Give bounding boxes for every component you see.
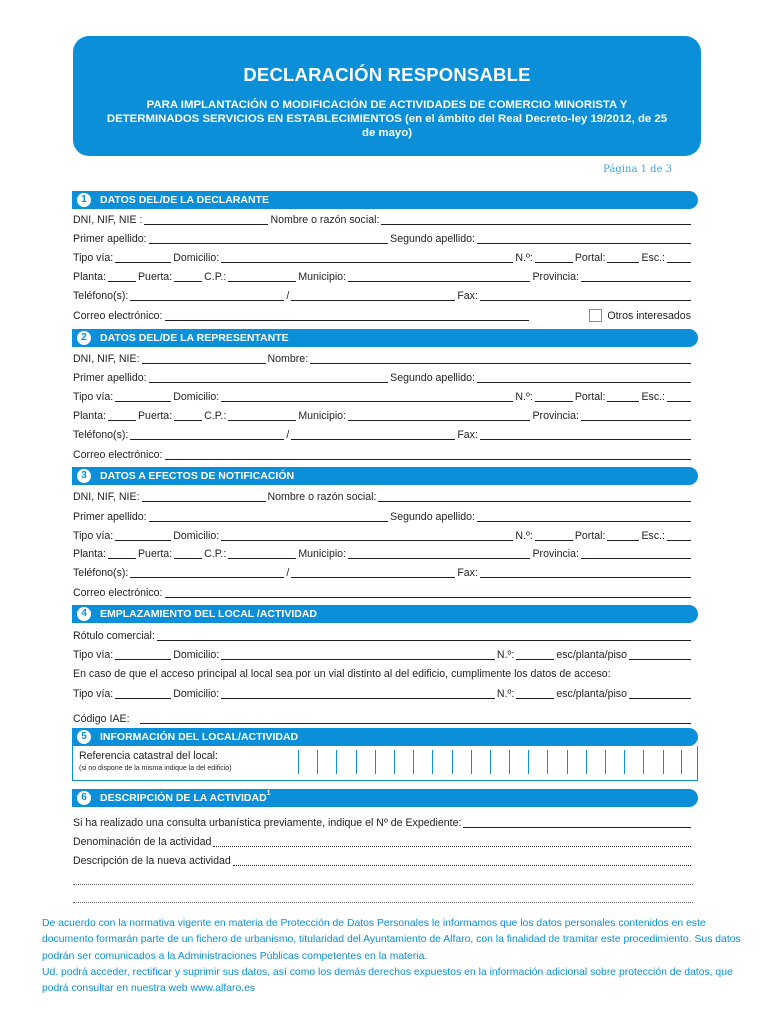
street-type-field[interactable] [115, 649, 171, 660]
descripcion-line-2[interactable] [73, 884, 693, 885]
number-field[interactable] [516, 688, 554, 699]
phone-label: Teléfono(s): [73, 290, 129, 302]
rotulo-row [73, 628, 693, 642]
document-header [73, 36, 701, 156]
street-type-label: Tipo vía: [73, 688, 114, 700]
address-field[interactable] [221, 688, 495, 699]
door-field[interactable] [174, 410, 202, 421]
section-5-header [72, 728, 698, 746]
portal-label: Portal: [574, 530, 606, 542]
dni-field[interactable] [144, 214, 268, 225]
data-protection-notice [42, 916, 752, 997]
phone-label: Teléfono(s): [73, 567, 129, 579]
section-number: 3 [77, 469, 91, 483]
otros-interesados-label: Otros interesados [607, 310, 691, 322]
dni-field[interactable] [142, 353, 266, 364]
fax-label: Fax: [457, 429, 478, 441]
province-label: Provincia: [532, 548, 579, 560]
denominacion-field[interactable] [213, 836, 691, 847]
section-number: 5 [77, 730, 91, 744]
dni-label: DNI, NIF, NIE: [73, 491, 140, 503]
declarante-email-row [73, 308, 693, 322]
phone-field[interactable] [130, 567, 284, 578]
stair-field[interactable] [667, 252, 691, 263]
fax-label: Fax: [457, 290, 478, 302]
first-surname-label: Primer apellido: [73, 511, 147, 523]
stair-label: Esc.: [641, 391, 665, 403]
descripcion-label: Descripción de la nueva actividad [73, 855, 231, 867]
door-field[interactable] [174, 548, 202, 559]
number-label: N.º: [496, 649, 515, 661]
street-type-label: Tipo vía: [73, 530, 114, 542]
first-surname-field[interactable] [149, 233, 389, 244]
province-label: Provincia: [532, 410, 579, 422]
iae-label: Código IAE: [73, 713, 130, 725]
declarante-location-row [73, 269, 693, 283]
notificacion-email-row [73, 585, 693, 599]
notificacion-location-row [73, 546, 693, 560]
local-address-row [73, 647, 693, 661]
street-type-label: Tipo vía: [73, 252, 114, 264]
esc-planta-label: esc/planta/piso [556, 688, 627, 700]
section-title: INFORMACIÓN DEL LOCAL/ACTIVIDAD [100, 731, 299, 743]
province-field[interactable] [581, 548, 691, 559]
number-label: N.º: [496, 688, 515, 700]
name-label: Nombre o razón social: [267, 491, 377, 503]
email-label: Correo electrónico: [73, 449, 163, 461]
rotulo-label: Rótulo comercial: [73, 630, 155, 642]
phone-label: Teléfono(s): [73, 429, 129, 441]
iae-row [73, 711, 693, 725]
name-field[interactable] [381, 214, 691, 225]
catastral-cells[interactable] [298, 750, 682, 774]
postcode-label: C.P.: [204, 271, 227, 283]
section-4-header [72, 605, 698, 623]
city-label: Municipio: [298, 548, 347, 560]
floor-field[interactable] [108, 271, 136, 282]
street-type-field[interactable] [115, 530, 171, 541]
city-field[interactable] [348, 548, 530, 559]
address-field[interactable] [221, 649, 495, 660]
door-label: Puerta: [137, 410, 173, 422]
city-field[interactable] [348, 271, 530, 282]
door-field[interactable] [174, 271, 202, 282]
representante-id-row [73, 351, 693, 365]
city-label: Municipio: [298, 271, 347, 283]
second-surname-label: Segundo apellido: [390, 372, 475, 384]
address-label: Domicilio: [173, 391, 220, 403]
declarante-surname-row [73, 231, 693, 245]
catastral-note: (si no dispone de la misma indique la del edificio) [79, 765, 232, 772]
address-label: Domicilio: [173, 252, 220, 264]
section-title: DATOS DEL/DE LA DECLARANTE [100, 194, 269, 206]
stair-label: Esc.: [641, 252, 665, 264]
section-number: 1 [77, 193, 91, 207]
rotulo-field[interactable] [157, 630, 691, 641]
phone-field-2[interactable] [291, 429, 455, 440]
document-subtitle: PARA IMPLANTACIÓN O MODIFICACIÓN DE ACTIVIDADES DE COMERCIO MINORISTA Y DETERMINADOS SERVICIOS EN ESTABLECIMIENTOS (en el ámbito del Real Decreto-ley 19/2012, de 25 de mayo) [106, 99, 668, 139]
street-type-field[interactable] [115, 252, 171, 263]
door-label: Puerta: [137, 271, 173, 283]
section-1-header [72, 191, 698, 209]
phone-field[interactable] [130, 290, 284, 301]
first-surname-field[interactable] [149, 511, 389, 522]
street-type-label: Tipo vía: [73, 649, 114, 661]
first-surname-field[interactable] [149, 372, 389, 383]
second-surname-label: Segundo apellido: [390, 511, 475, 523]
first-surname-label: Primer apellido: [73, 233, 147, 245]
address-field[interactable] [221, 391, 513, 402]
notificacion-id-row [73, 489, 693, 503]
number-label: N.º: [515, 391, 533, 403]
representante-email-row [73, 447, 693, 461]
declarante-id-row [73, 212, 693, 226]
notificacion-phone-row [73, 565, 693, 579]
esc-planta-label: esc/planta/piso [556, 649, 627, 661]
fax-field[interactable] [480, 290, 691, 301]
address-label: Domicilio: [173, 530, 220, 542]
portal-label: Portal: [574, 252, 606, 264]
second-surname-label: Segundo apellido: [390, 233, 475, 245]
consulta-row [73, 815, 693, 829]
number-field[interactable] [535, 252, 573, 263]
name-label: Nombre o razón social: [270, 214, 380, 226]
address-field[interactable] [221, 530, 513, 541]
street-type-field[interactable] [115, 688, 171, 699]
number-field[interactable] [535, 530, 573, 541]
name-field[interactable] [310, 353, 691, 364]
city-label: Municipio: [298, 410, 347, 422]
street-type-field[interactable] [115, 391, 171, 402]
descripcion-line-3[interactable] [73, 902, 693, 903]
phone-field-2[interactable] [291, 567, 455, 578]
portal-field[interactable] [607, 530, 639, 541]
phone-field-2[interactable] [291, 290, 455, 301]
postcode-field[interactable] [228, 271, 296, 282]
floor-label: Planta: [73, 548, 106, 560]
name-field[interactable] [378, 491, 691, 502]
section-number: 2 [77, 331, 91, 345]
number-label: N.º: [515, 252, 533, 264]
document-title: DECLARACIÓN RESPONSABLE [243, 64, 531, 85]
descripcion-row [73, 853, 693, 867]
expediente-field[interactable] [463, 817, 691, 828]
postcode-field[interactable] [228, 410, 296, 421]
email-field[interactable] [165, 449, 692, 460]
section-3-header [72, 467, 698, 485]
portal-field[interactable] [607, 391, 639, 402]
portal-field[interactable] [607, 252, 639, 263]
postcode-label: C.P.: [204, 410, 227, 422]
dni-field[interactable] [142, 491, 266, 502]
otros-interesados-checkbox[interactable] [589, 309, 602, 322]
stair-field[interactable] [667, 391, 691, 402]
second-surname-field[interactable] [477, 372, 691, 383]
second-surname-field[interactable] [477, 233, 691, 244]
notificacion-address-row [73, 528, 693, 542]
number-field[interactable] [516, 649, 554, 660]
footnote-marker: 1 [266, 790, 271, 797]
phone-separator: / [286, 429, 290, 441]
declarante-address-row [73, 250, 693, 264]
dni-label: DNI, NIF, NIE : [73, 214, 143, 226]
email-field[interactable] [165, 310, 529, 321]
section-title: EMPLAZAMIENTO DEL LOCAL /ACTIVIDAD [100, 608, 318, 620]
portal-label: Portal: [574, 391, 606, 403]
number-label: N.º: [515, 530, 533, 542]
door-label: Puerta: [137, 548, 173, 560]
iae-field[interactable] [140, 713, 691, 724]
representante-location-row [73, 408, 693, 422]
province-field[interactable] [581, 271, 691, 282]
section-6-header [72, 789, 698, 807]
section-2-header [72, 329, 698, 347]
email-label: Correo electrónico: [73, 587, 163, 599]
postcode-label: C.P.: [204, 548, 227, 560]
fax-label: Fax: [457, 567, 478, 579]
declarante-phone-row [73, 288, 693, 302]
name-label: Nombre: [267, 353, 309, 365]
city-field[interactable] [348, 410, 530, 421]
stair-label: Esc.: [641, 530, 665, 542]
floor-label: Planta: [73, 271, 106, 283]
representante-address-row [73, 389, 693, 403]
first-surname-label: Primer apellido: [73, 372, 147, 384]
street-type-label: Tipo vía: [73, 391, 114, 403]
phone-separator: / [286, 567, 290, 579]
esc-planta-field[interactable] [629, 688, 691, 699]
notificacion-surname-row [73, 509, 693, 523]
section-title: DESCRIPCIÓN DE LA ACTIVIDAD [100, 792, 267, 804]
floor-field[interactable] [108, 410, 136, 421]
esc-planta-field[interactable] [629, 649, 691, 660]
section-title: DATOS A EFECTOS DE NOTIFICACIÓN [100, 470, 295, 482]
fax-field[interactable] [480, 567, 691, 578]
representante-phone-row [73, 427, 693, 441]
legal-paragraph-2: Ud. podrá acceder, rectificar y suprimir sus datos, así como los demás derechos expuestos en la información adicional sobre protección de datos, que podrá consultar en nuestra web www.alfaro.es [42, 966, 733, 995]
phone-field[interactable] [130, 429, 284, 440]
number-field[interactable] [535, 391, 573, 402]
section-number: 4 [77, 607, 91, 621]
section-number: 6 [77, 791, 91, 805]
page-number: Página 1 de 3 [603, 164, 672, 175]
address-label: Domicilio: [173, 688, 220, 700]
acceso-address-row [73, 686, 693, 700]
acceso-note: En caso de que el acceso principal al local sea por un vial distinto al del edificio, cumplimente los datos de acceso: [73, 668, 611, 680]
section-title: DATOS DEL/DE LA REPRESENTANTE [100, 332, 289, 344]
catastral-label: Referencia catastral del local: [79, 750, 218, 762]
fax-field[interactable] [480, 429, 691, 440]
acceso-note-row [73, 666, 693, 680]
province-field[interactable] [581, 410, 691, 421]
descripcion-field[interactable] [233, 855, 691, 866]
address-field[interactable] [221, 252, 513, 263]
dni-label: DNI, NIF, NIE: [73, 353, 140, 365]
email-field[interactable] [165, 587, 692, 598]
second-surname-field[interactable] [477, 511, 691, 522]
floor-field[interactable] [108, 548, 136, 559]
legal-paragraph-1: De acuerdo con la normativa vigente en materia de Protección de Datos Personales le informamos que los datos personales contenidos en este documento formarán parte de un fichero de urbanismo, titularidad del Ayuntamiento de Alfaro, con la finalidad de tramitar este procedimiento. Sus datos podrán ser comunicados a la Administraciones Públicas competentes en la materia. [42, 918, 741, 962]
stair-field[interactable] [667, 530, 691, 541]
phone-separator: / [286, 290, 290, 302]
consulta-label: Si ha realizado una consulta urbanística previamente, indique el Nº de Expediente: [73, 817, 462, 829]
floor-label: Planta: [73, 410, 106, 422]
postcode-field[interactable] [228, 548, 296, 559]
denominacion-row [73, 834, 693, 848]
representante-surname-row [73, 370, 693, 384]
denominacion-label: Denominación de la actividad [73, 836, 212, 848]
address-label: Domicilio: [173, 649, 220, 661]
email-label: Correo electrónico: [73, 310, 163, 322]
province-label: Provincia: [532, 271, 579, 283]
